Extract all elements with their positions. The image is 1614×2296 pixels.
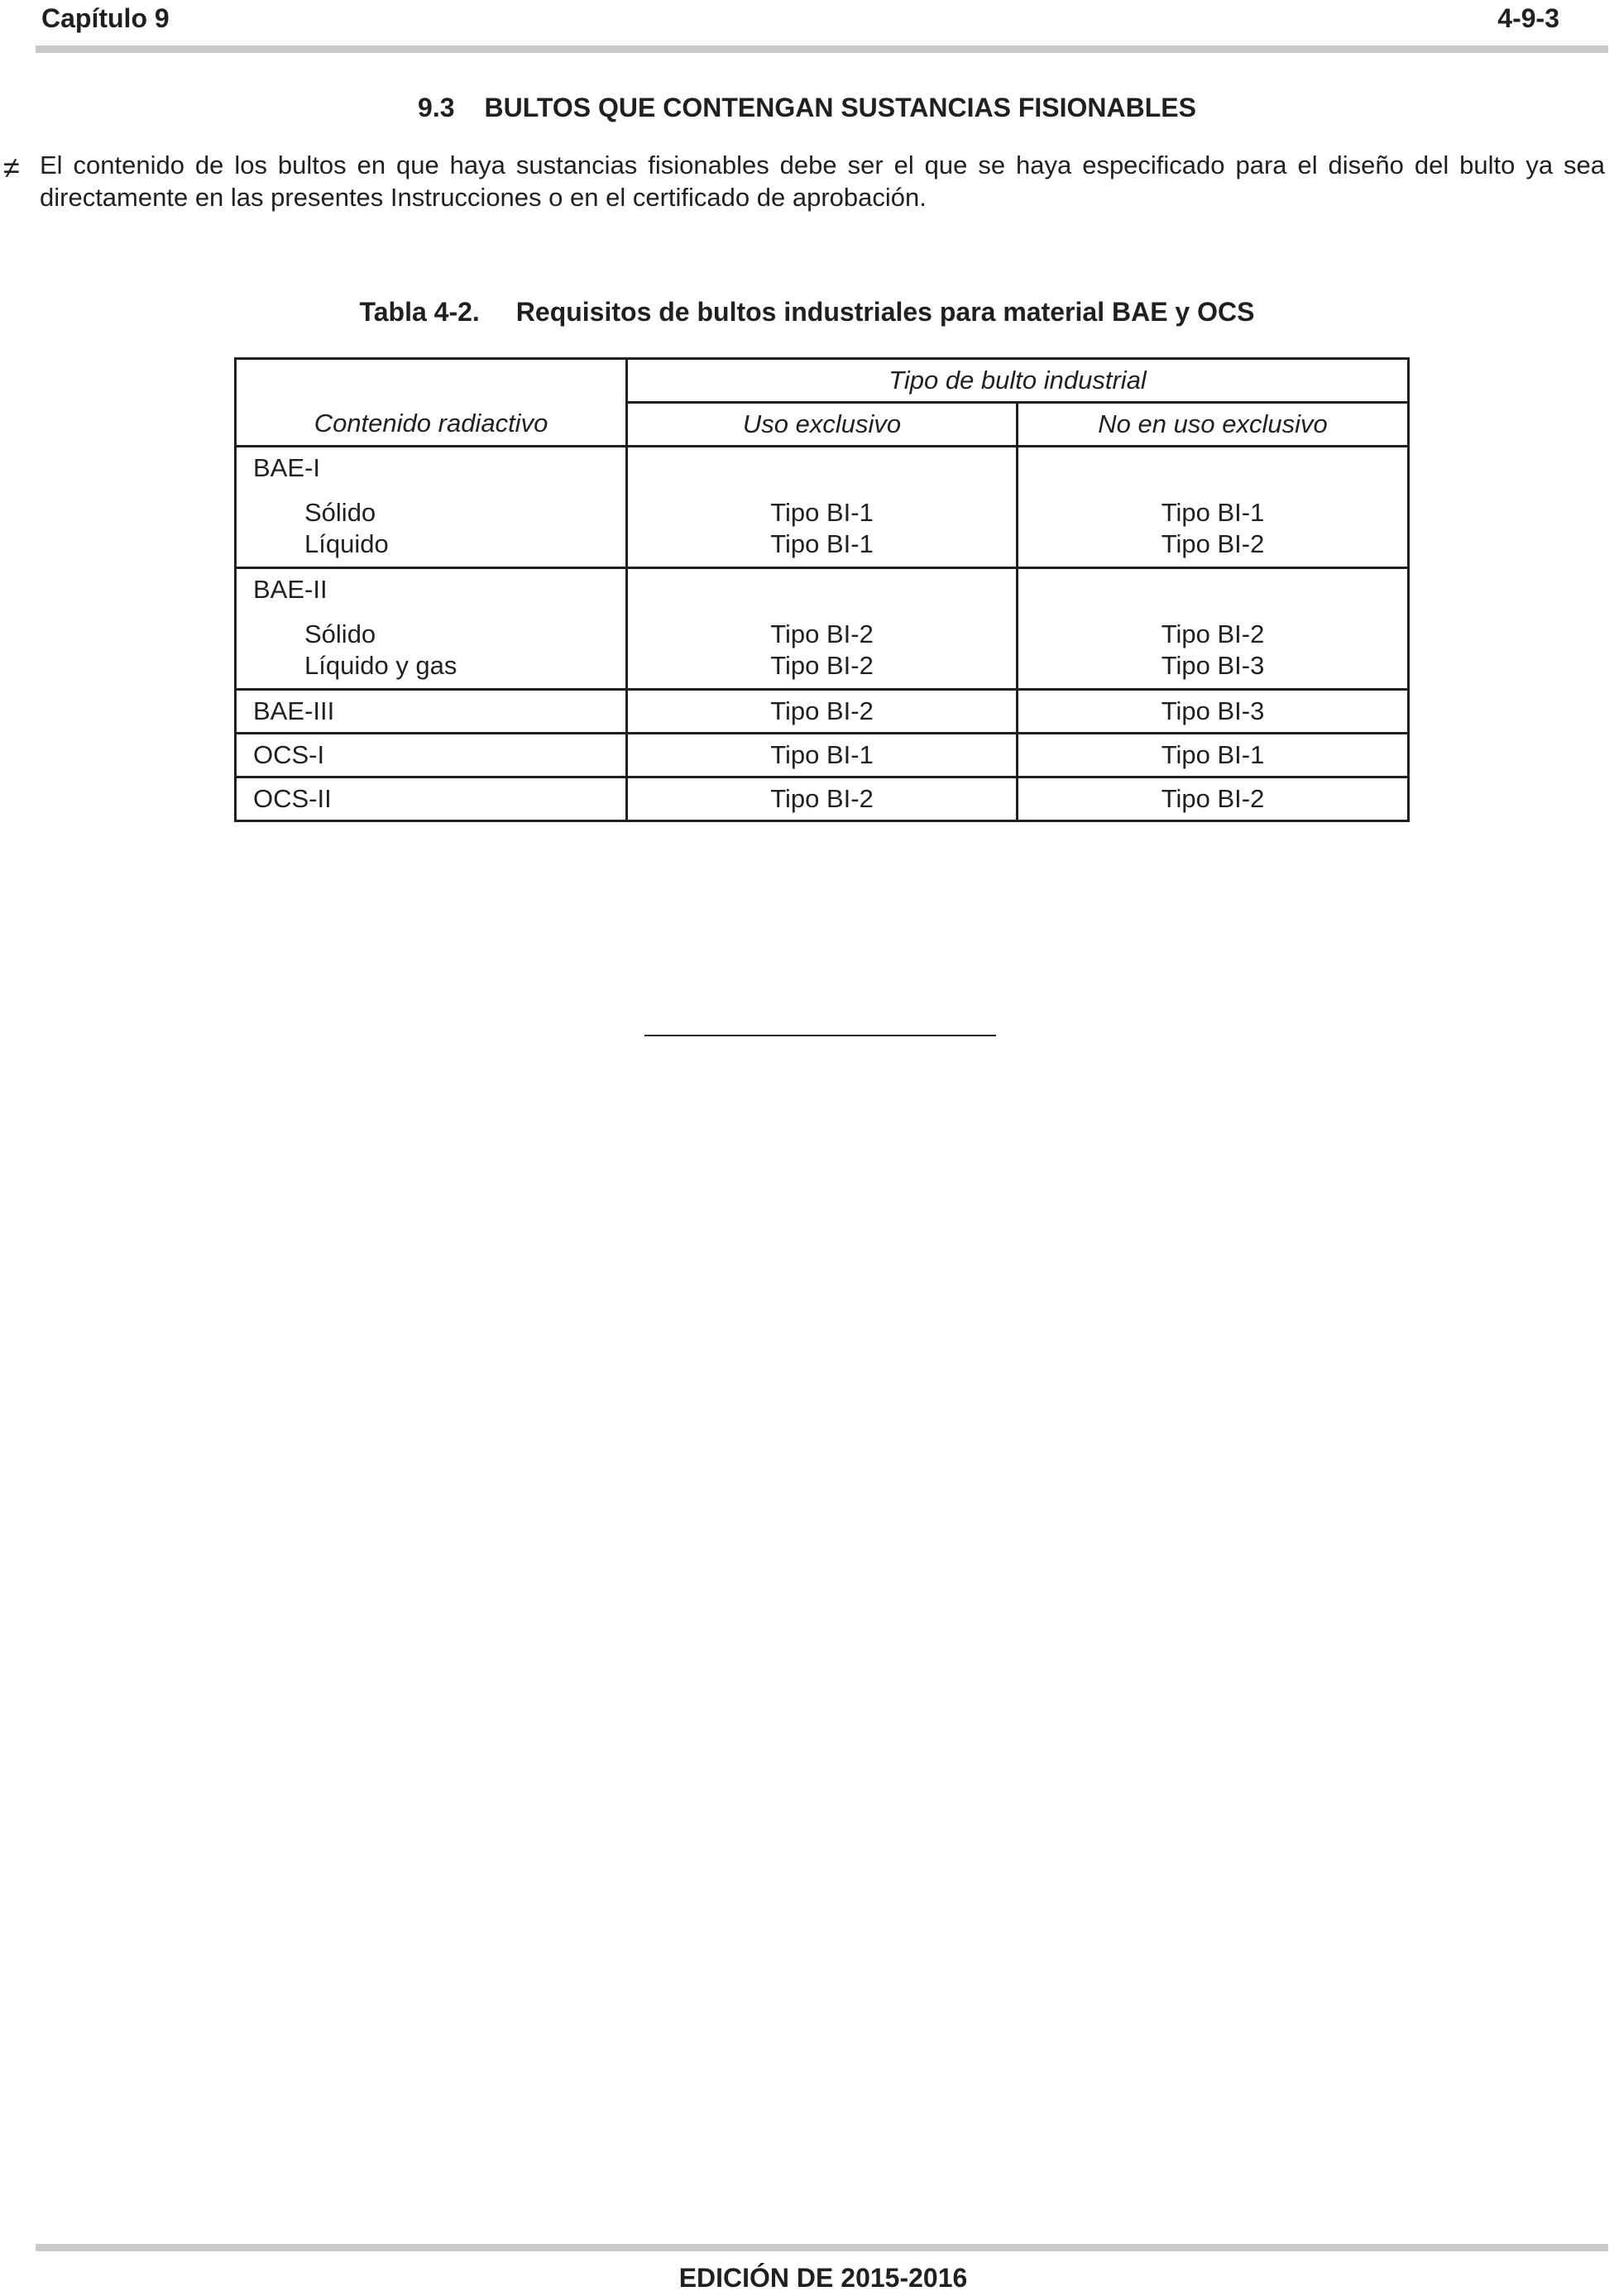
non-exclusive-values-cell xyxy=(1018,568,1409,690)
table-row xyxy=(236,690,1409,734)
exclusive-value: Tipo BI-1 xyxy=(770,529,874,558)
table-caption-text: Requisitos de bultos industriales para material BAE y OCS xyxy=(515,297,1255,327)
group-label-cell xyxy=(236,568,627,690)
non-exclusive-values-cell xyxy=(1018,447,1409,568)
group-name: BAE-II xyxy=(253,575,328,604)
requirements-table xyxy=(234,357,1407,822)
exclusive-value: Tipo BI-2 xyxy=(770,619,874,648)
exclusive-values-cell xyxy=(627,447,1018,568)
table-row xyxy=(236,734,1409,777)
end-of-content-rule xyxy=(644,1035,996,1036)
non-exclusive-value: Tipo BI-2 xyxy=(1161,619,1265,648)
chapter-label: Capítulo 9 xyxy=(41,3,170,33)
exclusive-values-cell xyxy=(627,568,1018,690)
non-exclusive-value: Tipo BI-1 xyxy=(1161,498,1265,527)
non-exclusive-value: Tipo BI-3 xyxy=(1018,690,1409,734)
row-label: Sólido xyxy=(304,498,376,527)
non-exclusive-value: Tipo BI-2 xyxy=(1161,529,1265,558)
exclusive-value: Tipo BI-1 xyxy=(627,734,1018,777)
row-label: Líquido y gas xyxy=(304,651,457,680)
group-label-cell xyxy=(236,447,627,568)
section-heading xyxy=(0,91,1614,124)
table-label: Tabla 4-2. xyxy=(359,297,480,327)
table-header-exclusive: Uso exclusivo xyxy=(627,403,1018,447)
table-group-row xyxy=(236,447,1409,568)
exclusive-value: Tipo BI-2 xyxy=(627,777,1018,821)
change-marker-icon: ≠ xyxy=(3,151,20,184)
non-exclusive-value: Tipo BI-1 xyxy=(1018,734,1409,777)
exclusive-value: Tipo BI-1 xyxy=(770,498,874,527)
row-label: OCS-II xyxy=(236,777,627,821)
table-row xyxy=(236,777,1409,821)
table-header-row xyxy=(236,359,1409,403)
group-name: BAE-I xyxy=(253,453,320,482)
edition-footer: EDICIÓN DE 2015-2016 xyxy=(678,2263,968,2293)
page-reference: 4-9-3 xyxy=(1497,3,1559,33)
footer-rule xyxy=(36,2244,1608,2251)
table-grid xyxy=(234,357,1410,822)
header-rule xyxy=(36,45,1608,53)
table-caption xyxy=(0,295,1614,328)
table-header-group: Tipo de bulto industrial xyxy=(627,359,1409,403)
exclusive-value: Tipo BI-2 xyxy=(627,690,1018,734)
body-paragraph: El contenido de los bultos en que haya sustancias fisionables debe ser el que se haya especificado para el diseño del bulto ya sea directamente en las presentes Instrucciones o en el certificado de aprobación. xyxy=(40,151,1605,212)
section-number: 9.3 xyxy=(418,93,455,122)
row-label: Líquido xyxy=(304,529,389,558)
table-subheader-row xyxy=(236,403,1409,447)
table-group-row xyxy=(236,568,1409,690)
table-header-empty-cell xyxy=(236,359,627,403)
table-header-non-exclusive: No en uso exclusivo xyxy=(1018,403,1409,447)
row-label: OCS-I xyxy=(236,734,627,777)
exclusive-value: Tipo BI-2 xyxy=(770,651,874,680)
row-label: BAE-III xyxy=(236,690,627,734)
non-exclusive-value: Tipo BI-2 xyxy=(1018,777,1409,821)
section-title: BULTOS QUE CONTENGAN SUSTANCIAS FISIONABLES xyxy=(484,93,1196,122)
non-exclusive-value: Tipo BI-3 xyxy=(1161,651,1265,680)
row-label: Sólido xyxy=(304,619,376,648)
table-header-content: Contenido radiactivo xyxy=(236,403,627,447)
